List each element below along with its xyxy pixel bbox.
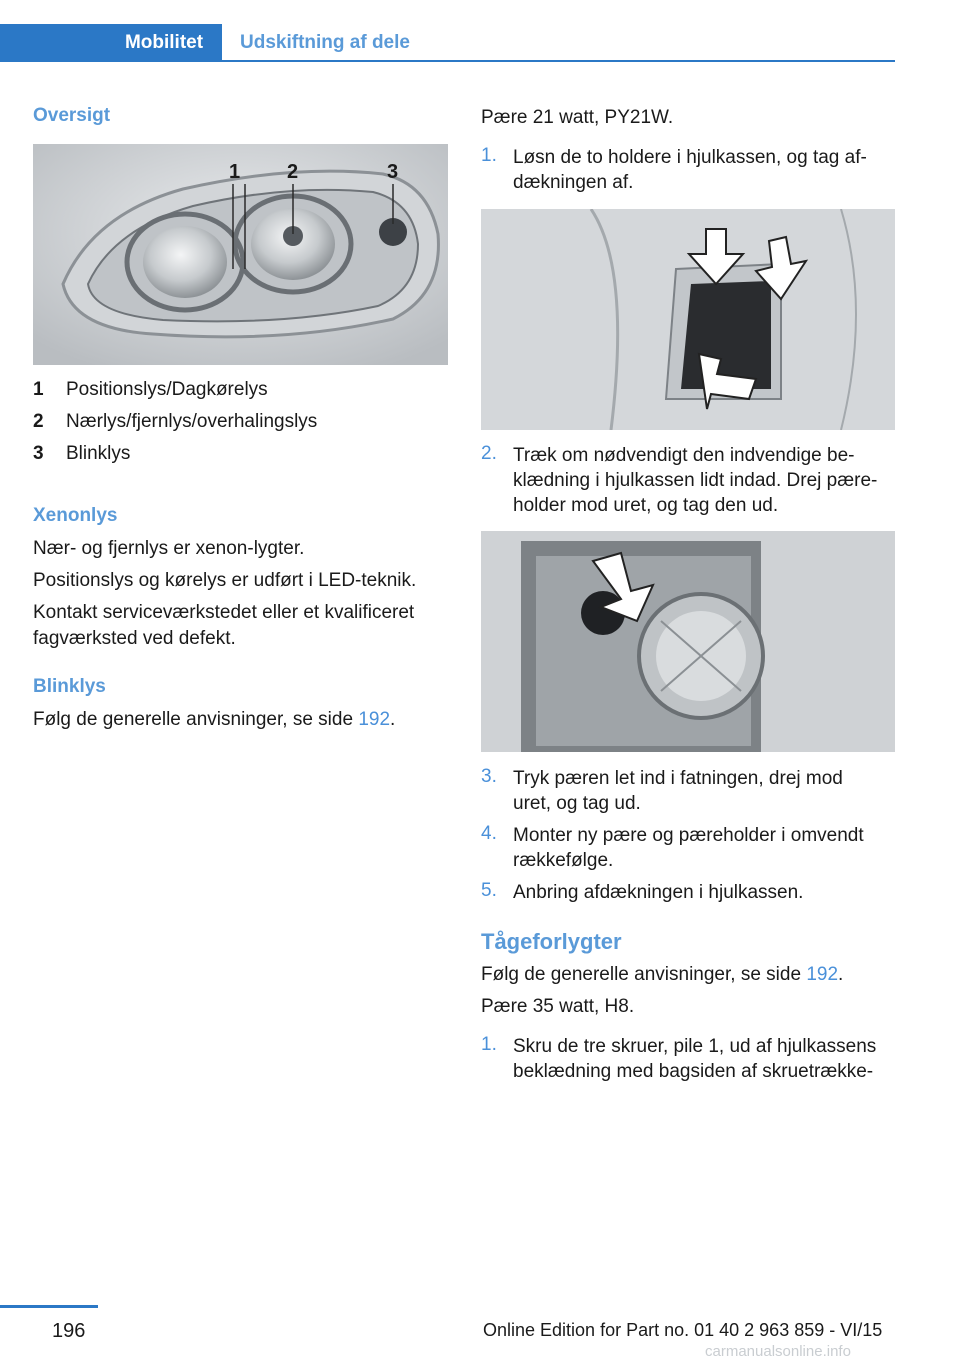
step-1-line-1: Løsn de to holdere i hjulkassen, og tag af-: [513, 147, 867, 168]
fog-heading: Tågeforlygter: [481, 929, 622, 954]
step-2-number: 2.: [481, 443, 497, 464]
step-1-line-2: dækningen af.: [513, 172, 634, 193]
step-1-text: [513, 145, 898, 195]
fog-bulb-spec: Pære 35 watt, H8.: [481, 996, 635, 1017]
xenon-text-3a: Kontakt serviceværkstedet eller et kvalificeret: [33, 602, 415, 623]
step-3-number: 3.: [481, 766, 497, 787]
tab-mobilitet[interactable]: Mobilitet: [106, 24, 222, 62]
edition-footer: Online Edition for Part no. 01 40 2 963 859 - VI/15: [483, 1320, 883, 1340]
step-2-line-3: holder mod uret, og tag den ud.: [513, 495, 779, 516]
step-4-number: 4.: [481, 823, 497, 844]
fog-text-body: Følg de generelle anvisninger, se side: [481, 964, 807, 985]
step-2-line-1: Træk om nødvendigt den indvendige be-: [513, 445, 855, 466]
xenon-text-2: Positionslys og kørelys er udført i LED-teknik.: [33, 570, 417, 591]
page-number: 196: [52, 1320, 86, 1342]
bulb-holder-figure: [481, 531, 895, 752]
watermark: carmanualsonline.info: [705, 1343, 851, 1360]
fog-step-1-line-1: Skru de tre skruer, pile 1, ud af hjulkassens: [513, 1036, 877, 1057]
legend-num-1: 1: [33, 379, 44, 400]
blink-heading: Blinklys: [33, 676, 106, 697]
step-1-number: 1.: [481, 145, 497, 166]
blink-text-body: Følg de generelle anvisninger, se side: [33, 709, 359, 730]
legend-label-2: Nærlys/fjernlys/overhalingslys: [66, 411, 318, 432]
legend-num-3: 3: [33, 443, 44, 464]
callout-2: 2: [287, 161, 299, 183]
fog-step-1-number: 1.: [481, 1034, 497, 1055]
headlight-figure: [33, 144, 448, 365]
page-number-rule: [0, 1305, 98, 1308]
xenon-text-3b: fagværksted ved defekt.: [33, 628, 236, 649]
xenon-text-1: Nær- og fjernlys er xenon-lygter.: [33, 538, 305, 559]
step-4-line-1: Monter ny pære og pæreholder i omvendt: [513, 825, 864, 846]
step-2-line-2: klædning i hjulkassen lidt indad. Drej pære-: [513, 470, 878, 491]
step-3-line-2: uret, og tag ud.: [513, 793, 641, 814]
step-5-line-1: Anbring afdækningen i hjulkassen.: [513, 882, 804, 903]
step-4-text: [513, 823, 898, 873]
step-5-number: 5.: [481, 880, 497, 901]
oversigt-heading: Oversigt: [33, 105, 111, 126]
step-3-line-1: Tryk pæren let ind i fatningen, drej mod: [513, 768, 843, 789]
bulb-spec: Pære 21 watt, PY21W.: [481, 107, 674, 128]
header-rule: [222, 60, 895, 62]
fog-step-1-line-2: beklædning med bagsiden af skruetrække-: [513, 1061, 874, 1082]
blink-text-end: .: [390, 709, 396, 730]
fog-page-link-192[interactable]: 192: [806, 964, 839, 985]
fog-text: [481, 962, 843, 987]
fog-step-1-text: [513, 1034, 898, 1084]
page-link-192[interactable]: 192: [358, 709, 391, 730]
legend-label-3: Blinklys: [66, 443, 131, 464]
blink-text: [33, 707, 395, 732]
callout-1: 1: [229, 161, 241, 183]
step-5-text: [513, 880, 898, 905]
legend-num-2: 2: [33, 411, 44, 432]
step-3-text: [513, 766, 898, 816]
callout-3: 3: [387, 161, 399, 183]
tab-udskiftning[interactable]: Udskiftning af dele: [240, 32, 410, 53]
wheel-arch-cover-figure: [481, 209, 895, 430]
step-4-line-2: rækkefølge.: [513, 850, 614, 871]
fog-text-end: .: [838, 964, 844, 985]
legend-label-1: Positionslys/Dagkørelys: [66, 379, 268, 400]
xenon-heading: Xenonlys: [33, 505, 118, 526]
step-2-text: [513, 443, 898, 518]
